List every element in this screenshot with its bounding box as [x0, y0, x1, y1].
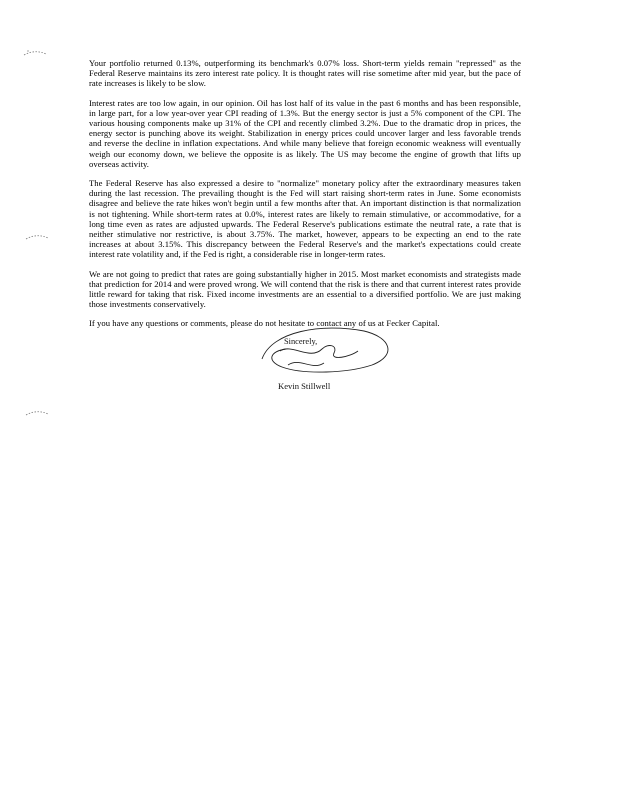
punch-hole-mark-bottom: [24, 408, 50, 418]
paragraph-federal-reserve: The Federal Reserve has also expressed a desire to "normalize" monetary policy after the extraordinary measures taken during the last recession. The prevailing thought is the Fed will start raising short-term rates in June. Some economists disagree and believe the rate hikes won't begin until a few months after that. An important distinction is that normalization is not tightening. While short-term rates at 0.0%, interest rates are likely to remain stimulative, or accommodative, for a long time even as rates are adjusted upwards. The Federal Reserve's publications estimate the neutral rate, a rate that is neither stimulative nor restrictive, is about 3.75%. The market, however, appears to be expecting an end to the rate increases at about 3.15%. This discrepancy between the Federal Reserve's and the market's expectations could create interest rate volatility and, if the Fed is right, a considerable rise in longer-term rates.: [89, 178, 521, 260]
closing-salutation: Sincerely,: [284, 336, 318, 346]
signer-name: Kevin Stillwell: [278, 380, 331, 391]
paragraph-contact: If you have any questions or comments, please do not hesitate to contact any of us at Fecker Capital.: [89, 318, 440, 329]
signature-block: [260, 331, 521, 399]
punch-hole-mark-middle: [24, 232, 50, 242]
letter-body: [89, 58, 521, 399]
handwritten-signature: [252, 321, 402, 383]
punch-hole-mark-top: [22, 48, 48, 58]
paragraph-interest-rates: Interest rates are too low again, in our opinion. Oil has lost half of its value in the past 6 months and has been responsible, in large part, for a low year-over year CPI reading of 1.3%. But the energy sector is just a 5% component of the CPI. The various housing components make up 31% of the CPI and recently climbed 3.2%. Due to the dramatic drop in prices, the energy sector is punching above its weight. Stabilization in energy prices could uncover larger and less favorable trends and reverse the decline in inflation expectations. And while many believe that foreign economic weakness will eventually weigh our economy down, we believe the opposite is as likely. The US may become the engine of growth that lifts up overseas activity.: [89, 97, 521, 169]
paragraph-portfolio-return: Your portfolio returned 0.13%, outperforming its benchmark's 0.07% loss. Short-term yields remain "repressed" as the Federal Reserve maintains its zero interest rate policy. It is thought rates will rise sometime after mid year, but the pace of rate increases is likely to be slow.: [89, 58, 521, 89]
paragraph-rate-prediction: We are not going to predict that rates are going substantially higher in 2015. Most market economists and strategists made that prediction for 2014 and were proved wrong. We will contend that the risk is there and that current interest rates provide little reward for taking that risk. Fixed income investments are an essential to a diversified portfolio. We are just making those investments conservatively.: [89, 268, 521, 310]
